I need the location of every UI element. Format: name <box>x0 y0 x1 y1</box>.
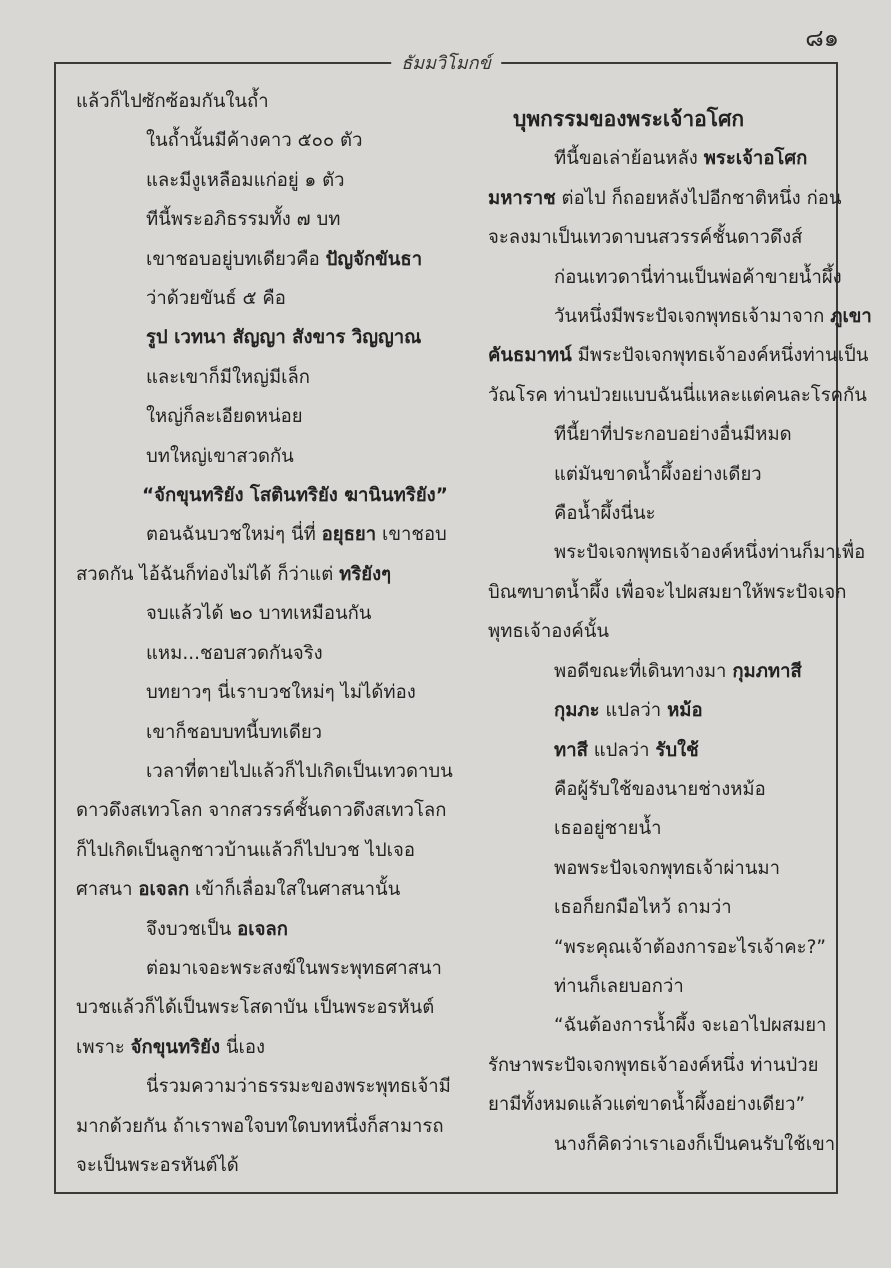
text-line: บทใหญ่เขาสวดกัน <box>146 445 294 467</box>
text-line: ต่อมาเจอะพระสงฆ์ในพระพุทธศาสนา <box>146 957 442 979</box>
right-column <box>488 100 872 1164</box>
page-number: ๘๑ <box>805 24 839 52</box>
text-line: เธออยู่ชายน้ำ <box>554 818 662 840</box>
text-line: นี่รวมความว่าธรรมะของพระพุทธเจ้ามี <box>146 1076 451 1098</box>
text-line: มหาราช ต่อไป ก็ถอยหลังไปอีกชาติหนึ่ง ก่อน <box>488 187 842 209</box>
text-line: ศาสนา อเจลก เข้าก็เลื่อมใสในศาสนานั้น <box>76 879 401 901</box>
text-line: ดาวดึงสเทวโลก จากสวรรค์ชั้นดาวดึงสเทวโลก <box>76 800 447 822</box>
text-line: จะลงมาเป็นเทวดาบนสวรรค์ชั้นดาวดึงส์ <box>488 227 803 249</box>
text-line: พอพระปัจเจกพุทธเจ้าผ่านมา <box>554 857 781 879</box>
text-line: เขาก็ชอบบทนี้บทเดียว <box>146 721 323 743</box>
left-column <box>76 82 453 1185</box>
text-line: เธอก็ยกมือไหว้ ถามว่า <box>554 897 732 919</box>
text-line: มากด้วยกัน ถ้าเราพอใจบทใดบทหนึ่งก็สามารถ <box>76 1115 444 1137</box>
text-line: รักษาพระปัจเจกพุทธเจ้าองค์หนึ่ง ท่านป่วย <box>488 1054 819 1076</box>
text-line: ทาสี แปลว่า รับใช้ <box>554 739 699 761</box>
text-line: แล้วก็ไปซักซ้อมกันในถ้ำ <box>76 91 269 112</box>
text-line: “พระคุณเจ้าต้องการอะไรเจ้าคะ?” <box>554 936 826 958</box>
text-line: ก็ไปเกิดเป็นลูกชาวบ้านแล้วก็ไปบวช ไปเจอ <box>76 839 415 861</box>
text-line: จึงบวชเป็น อเจลก <box>146 918 288 940</box>
section-heading: บุพกรรมของพระเจ้าอโศก <box>513 107 745 131</box>
text-line: ท่านก็เลยบอกว่า <box>554 975 684 997</box>
text-line: พระปัจเจกพุทธเจ้าองค์หนึ่งท่านก็มาเพื่อ <box>554 542 866 564</box>
text-line: พุทธเจ้าองค์นั้น <box>488 621 610 643</box>
running-header: ธัมมวิโมกข์ <box>391 48 501 77</box>
text-line: สวดกัน ไอ้ฉันก็ท่องไม่ได้ ก็ว่าแต่ ทริยังๆ <box>76 563 392 585</box>
text-line: จะเป็นพระอรหันต์ได้ <box>76 1154 239 1176</box>
text-line: จบแล้วได้ ๒๐ บาทเหมือนกัน <box>146 603 372 625</box>
text-line: ในถ้ำนั้นมีค้างคาว ๕๐๐ ตัว <box>146 130 363 152</box>
text-line: บิณฑบาตน้ำผึ้ง เพื่อจะไปผสมยาให้พระปัจเจก <box>488 581 847 603</box>
text-line: ทีนี้พระอภิธรรมทั้ง ๗ บท <box>146 209 341 231</box>
text-line: และเขาก็มีใหญ่มีเล็ก <box>146 366 310 388</box>
text-line: รูป เวทนา สัญญา สังขาร วิญญาณ <box>146 327 422 349</box>
text-line: ว่าด้วยขันธ์ ๕ คือ <box>146 288 286 310</box>
text-line: คือน้ำผึ้งนี่นะ <box>554 503 656 525</box>
text-line: พอดีขณะที่เดินทางมา กุมภทาสี <box>554 660 802 682</box>
text-line: วัณโรค ท่านป่วยแบบฉันนี่แหละแต่คนละโรคกัน <box>488 384 867 406</box>
text-line: ตอนฉันบวชใหม่ๆ นี่ที่ อยุธยา เขาชอบ <box>146 524 447 546</box>
page-frame <box>54 53 872 1194</box>
text-line: “จักขุนทริยัง โสตินทริยัง ฆานินทริยัง” <box>142 485 448 507</box>
text-line: กุมภะ แปลว่า หม้อ <box>554 700 703 722</box>
text-line: แต่มันขาดน้ำผึ้งอย่างเดียว <box>554 463 762 485</box>
text-line: นางก็คิดว่าเราเองก็เป็นคนรับใช้เขา <box>554 1133 836 1155</box>
text-line: ยามีทั้งหมดแล้วแต่ขาดน้ำผึ้งอย่างเดียว” <box>488 1094 806 1116</box>
text-line: บทยาวๆ นี่เราบวชใหม่ๆ ไม่ได้ท่อง <box>146 682 416 704</box>
text-line: เขาชอบอยู่บทเดียวคือ ปัญจักขันธา <box>146 248 423 270</box>
text-line: แหม...ชอบสวดกันจริง <box>146 642 323 664</box>
text-line: ใหญ่ก็ละเอียดหน่อย <box>146 406 303 428</box>
text-line: “ฉันต้องการน้ำผึ้ง จะเอาไปผสมยา <box>554 1015 827 1037</box>
text-line: ก่อนเทวดานี่ท่านเป็นพ่อค้าขายน้ำผึ้ง <box>554 266 842 288</box>
text-line: คือผู้รับใช้ของนายช่างหม้อ <box>554 778 766 800</box>
text-line: วันหนึ่งมีพระปัจเจกพุทธเจ้ามาจาก ภูเขา <box>554 306 872 328</box>
text-line: ทีนี้ขอเล่าย้อนหลัง พระเจ้าอโศก <box>554 148 808 170</box>
text-line: และมีงูเหลือมแก่อยู่ ๑ ตัว <box>146 169 345 191</box>
text-line: บวชแล้วก็ได้เป็นพระโสดาบัน เป็นพระอรหันต์ <box>76 997 435 1019</box>
text-line: เวลาที่ตายไปแล้วก็ไปเกิดเป็นเทวดาบน <box>146 760 453 782</box>
text-line: เพราะ จักขุนทริยัง นี่เอง <box>76 1036 266 1058</box>
text-line: ทีนี้ยาที่ประกอบอย่างอื่นมีหมด <box>554 424 792 446</box>
text-line: คันธมาทน์ มีพระปัจเจกพุทธเจ้าองค์หนึ่งท่านเป็น <box>488 345 869 367</box>
